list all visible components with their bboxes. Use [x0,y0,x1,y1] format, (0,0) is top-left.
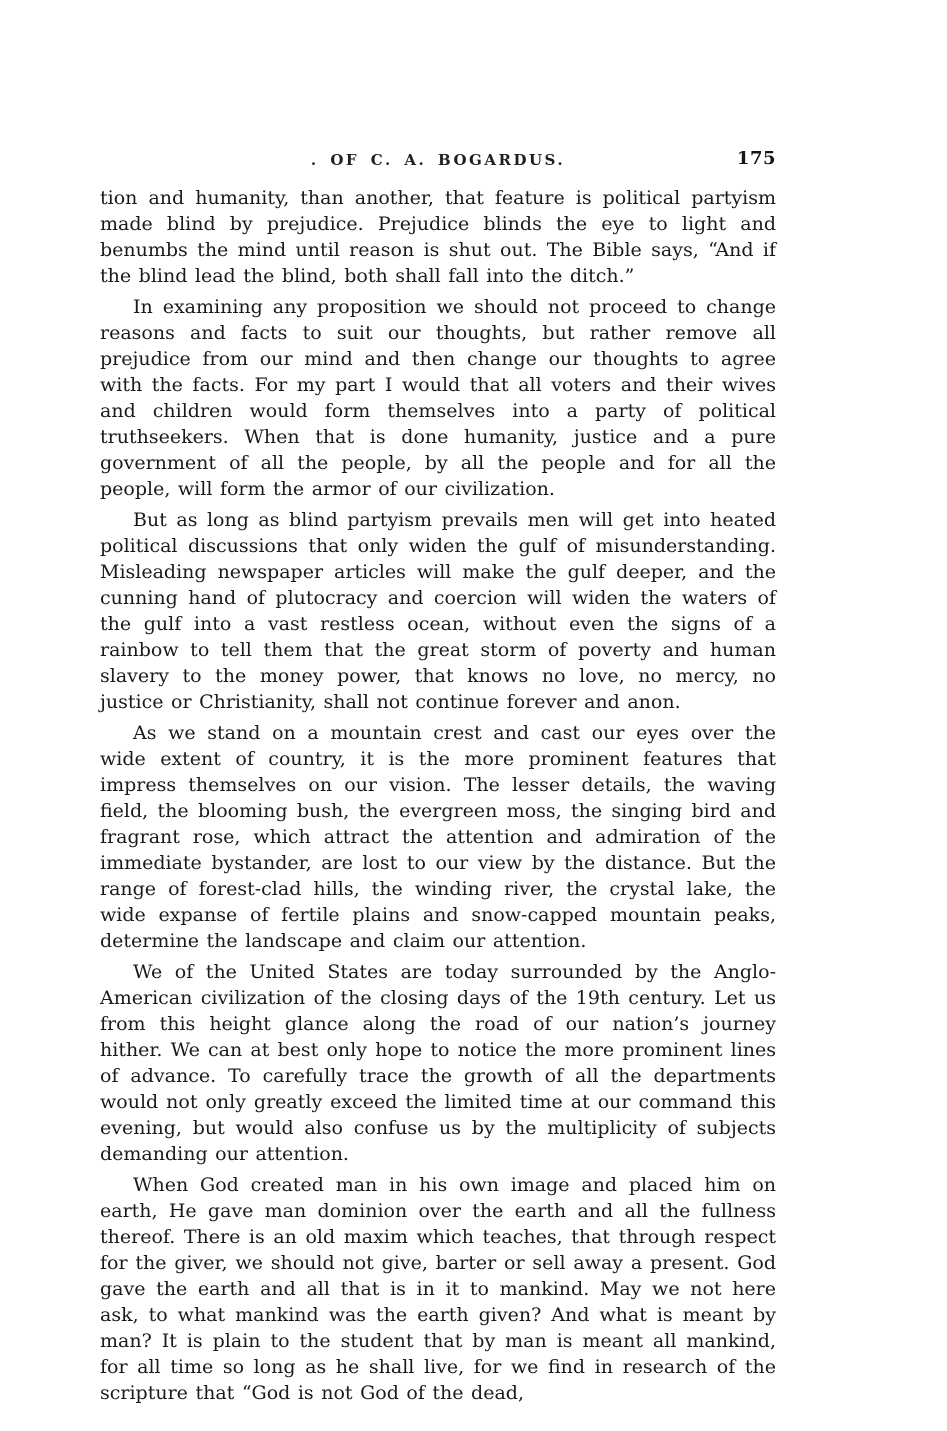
text-column [100,148,776,1411]
paragraph-5: We of the United States are today surrounded by the Anglo-American civilization of the closing days of the 19th century. Let us from this height glance along the road of our nation’s journey hither. We can at best only hope to notice the more prominent lines of advance. To carefully trace the growth of all the departments would not only greatly exceed the limited time at our command this evening, but would also confuse us by the multiplicity of subjects demanding our attention. [100,961,776,1165]
running-header-title: . OF C. A. BOGARDUS. [310,151,566,169]
page-body [100,185,776,1406]
paragraph-6: When God created man in his own image and placed him on earth, He gave man dominion over the earth and all the fullness thereof. There is an old maxim which teaches, that through respect for the giver, we should not give, barter or sell away a present. God gave the earth and all that is in it to mankind. May we not here ask, to what mankind was the earth given? And what is meant by man? It is plain to the student that by man is meant all mankind, for all time so long as he shall live, for we find in research of the scripture that “God is not God of the dead, [100,1174,776,1404]
paragraph-4: As we stand on a mountain crest and cast our eyes over the wide extent of country, it is the more prominent features that impress themselves on our vision. The lesser details, the waving field, the blooming bush, the evergreen moss, the singing bird and fragrant rose, which attract the attention and admiration of the immediate bystander, are lost to our view by the distance. But the range of forest-clad hills, the winding river, the crystal lake, the wide expanse of fertile plains and snow-capped mountain peaks, determine the landscape and claim our attention. [100,722,776,952]
paragraph-1: tion and humanity, than another, that feature is political partyism made blind by prejudice. Prejudice blinds the eye to light and benumbs the mind until reason is shut out. The Bible says, “And if the blind lead the blind, both shall fall into the ditch.” [100,187,776,287]
paragraph-3: But as long as blind partyism prevails men will get into heated political discussions that only widen the gulf of misunderstanding. Misleading newspaper articles will make the gulf deeper, and the cunning hand of plutocracy and coercion will widen the waters of the gulf into a vast restless ocean, without even the signs of a rainbow to tell them that the great storm of poverty and human slavery to the money power, that knows no love, no mercy, no justice or Christianity, shall not continue forever and anon. [100,509,776,713]
running-header [100,148,776,172]
paragraph-2: In examining any proposition we should not proceed to change reasons and facts to suit our thoughts, but rather remove all prejudice from our mind and then change our thoughts to agree with the facts. For my part I would that all voters and their wives and children would form themselves into a party of political truthseekers. When that is done humanity, justice and a pure government of all the people, by all the people and for all the people, will form the armor of our civilization. [100,296,776,500]
page-number: 175 [736,148,776,169]
